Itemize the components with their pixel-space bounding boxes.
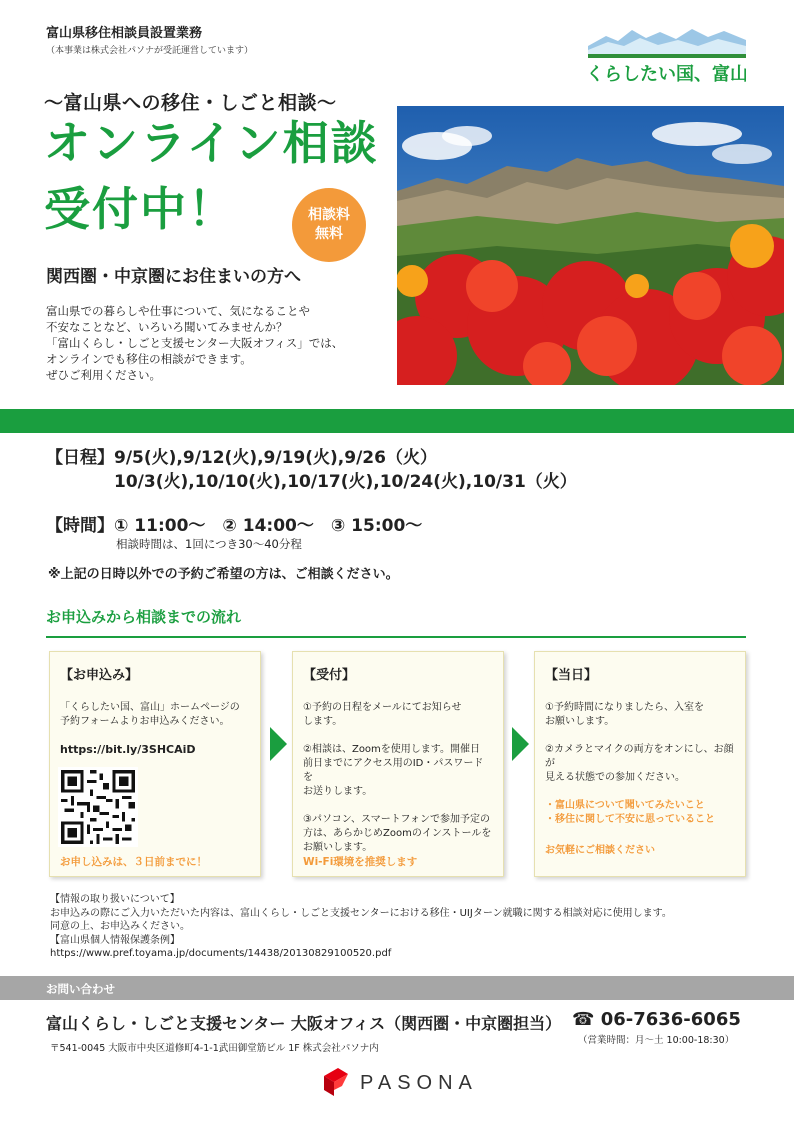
intro-line: 「富山くらし・しごと支援センター大阪オフィス」では、	[46, 336, 344, 350]
privacy-info	[50, 893, 672, 961]
step-accent-line: ・移住に関して不安に思っていること	[545, 814, 715, 825]
headline-accepting: 受付中！	[44, 182, 236, 236]
step-text	[303, 701, 493, 855]
other-dates-note: ※上記の日時以外での予約ご希望の方は、ご相談ください。	[48, 567, 399, 582]
badge-line-2: 無料	[315, 226, 343, 242]
step-text-line: 方は、あらかじめZoomのインストールを	[303, 828, 492, 839]
free-badge	[292, 188, 366, 262]
pasona-logo	[318, 1066, 478, 1102]
step-text-line: ②カメラとマイクの両方をオンにし、お顔が	[545, 744, 734, 769]
intro-text	[46, 303, 376, 383]
office-address: 〒541-0045 大阪市中央区道修町4-1-1武田御堂筋ビル 1F 株式会社パソナ内	[50, 1043, 379, 1054]
flow-arrow-icon	[512, 727, 529, 761]
dates-line-1: 9/5(火),9/12(火),9/19(火),9/26（火）	[114, 448, 437, 468]
flow-arrow-icon	[270, 727, 287, 761]
logo-text: くらしたい国、富山	[588, 64, 746, 85]
organization-note: （本事業は株式会社パソナが受託運営しています）	[46, 46, 254, 56]
step-text-line: お送りします。	[303, 786, 373, 797]
time-label: 【時間】	[46, 516, 114, 536]
dates-label: 【日程】	[46, 448, 114, 468]
step-title: 【当日】	[545, 668, 598, 683]
privacy-ordinance-link[interactable]: https://www.pref.toyama.jp/documents/14438/20130829100520.pdf	[50, 948, 392, 959]
step-text-line: ③パソコン、スマートフォンで参加予定の	[303, 814, 490, 825]
step-text-line: お願いします。	[303, 842, 373, 853]
step-card-day-of	[534, 651, 746, 877]
green-divider-band	[0, 409, 794, 433]
step-text-line: 前日までにアクセス用のID・パスワードを	[303, 758, 484, 783]
intro-line: 不安なことなど、いろいろ聞いてみませんか？	[46, 320, 288, 334]
step-card-reception	[292, 651, 504, 877]
contact-band-label: お問い合わせ	[46, 982, 115, 996]
qr-code[interactable]	[58, 767, 138, 847]
flow-title-underline	[46, 636, 746, 638]
application-url[interactable]: https://bit.ly/3SHCAiD	[60, 743, 196, 756]
step-text-line: ②相談は、Zoomを使用します。開催日	[303, 744, 480, 755]
step-title: 【受付】	[303, 668, 356, 683]
step-text-line: ①予約の日程をメールにてお知らせ	[303, 702, 462, 713]
pasona-logo-text: PASONA	[360, 1072, 478, 1094]
step-accent-list	[545, 799, 735, 827]
subtitle: ～富山県への移住・しごと相談～	[44, 92, 337, 114]
step-text-line: 「くらしたい国、富山」ホームページの	[60, 702, 240, 713]
toyama-logo	[588, 24, 746, 92]
phone-number[interactable]: ☎ 06-7636-6065	[572, 1009, 741, 1030]
step-accent: Wi-Fi環境を推奨します	[303, 856, 418, 868]
autumn-mountain-photo	[397, 106, 784, 385]
time-slots: ① 11:00～ ② 14:00～ ③ 15:00～	[114, 516, 423, 536]
step-accent: お申し込みは、３日前までに！	[60, 856, 207, 868]
step-text-line: します。	[303, 716, 343, 727]
step-text	[545, 701, 735, 785]
info-line: 同意の上、お申込みください。	[50, 921, 190, 932]
info-line: 【富山県個人情報保護条例】	[50, 934, 180, 946]
flow-title: お申込みから相談までの流れ	[46, 608, 242, 626]
business-hours: （営業時間：月～土 10:00-18:30）	[578, 1035, 735, 1046]
step-accent: お気軽にご相談ください	[545, 845, 655, 856]
info-line: お申込みの際にご入力いただいた内容は、富山くらし・しごと支援センターにおける移住・UIJターン就職に関する相談対応に使用します。	[50, 907, 672, 919]
step-text-line: お願いします。	[545, 716, 615, 727]
headline-online-consultation: オンライン相談	[44, 116, 379, 170]
step-text	[60, 701, 250, 729]
intro-line: 富山県での暮らしや仕事について、気になることや	[46, 304, 311, 318]
step-accent-line: ・富山県について聞いてみたいこと	[545, 800, 705, 811]
center-name: 富山くらし・しごと支援センター 大阪オフィス（関西圏・中京圏担当）	[46, 1014, 562, 1033]
target-audience: 関西圏・中京圏にお住まいの方へ	[46, 267, 301, 287]
contact-band	[0, 976, 794, 1000]
step-text-line: 見える状態での参加ください。	[545, 772, 685, 783]
step-title: 【お申込み】	[60, 668, 139, 683]
duration-note: 相談時間は、1回につき30～40分程	[116, 537, 302, 551]
dates-line-2: 10/3(火),10/10(火),10/17(火),10/24(火),10/31（火）	[114, 472, 577, 492]
step-text-line: ①予約時間になりましたら、入室を	[545, 702, 704, 713]
intro-line: ぜひご利用ください。	[46, 368, 161, 382]
info-line: 【情報の取り扱いについて】	[50, 894, 180, 905]
badge-line-1: 相談料	[308, 207, 350, 224]
intro-line: オンラインでも移住の相談ができます。	[46, 352, 252, 366]
organization-title: 富山県移住相談員設置業務	[46, 26, 203, 41]
step-text-line: 予約フォームよりお申込みください。	[60, 716, 230, 727]
